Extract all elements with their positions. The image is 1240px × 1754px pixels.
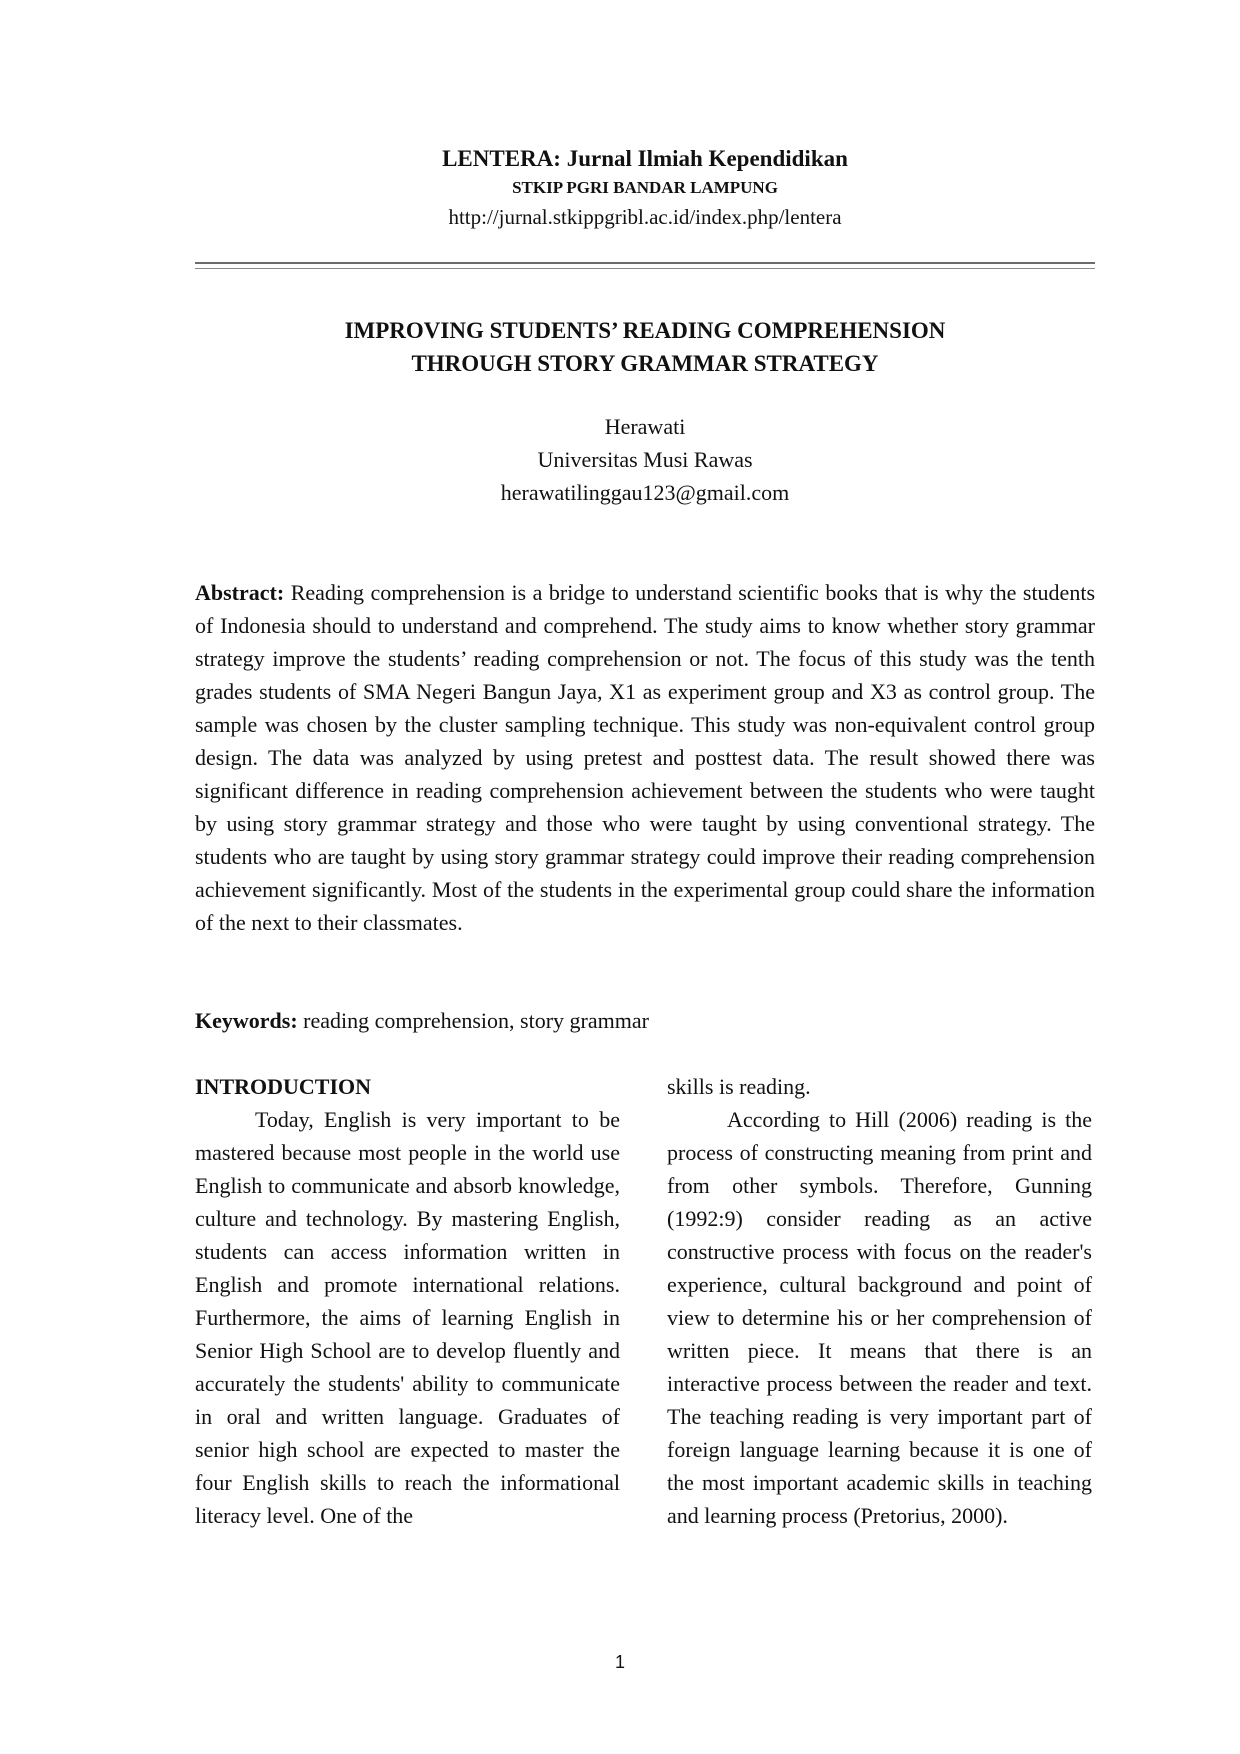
page-number: 1 bbox=[614, 1652, 625, 1672]
section-heading-introduction: INTRODUCTION bbox=[195, 1074, 372, 1099]
left-column bbox=[195, 1070, 620, 1532]
paper-title-line-2: THROUGH STORY GRAMMAR STRATEGY bbox=[411, 351, 879, 376]
keywords-label: Keywords: bbox=[195, 1008, 298, 1033]
keywords-text: reading comprehension, story grammar bbox=[303, 1008, 649, 1033]
paper-title bbox=[195, 314, 1095, 380]
abstract-text: Reading comprehension is a bridge to understand scientific books that is why the students of Indonesia should to understand and comprehend. The study aims to know whether story grammar strategy improve the students’ reading comprehension or not. The focus of this study was the tenth grades students of SMA Negeri Bangun Jaya, X1 as experiment group and X3 as control group. The sample was chosen by the cluster sampling technique. This study was non-equivalent control group design. The data was analyzed by using pretest and posttest data. The result showed there was significant difference in reading comprehension achievement between the students who were taught by using story grammar strategy and those who were taught by using conventional strategy. The students who are taught by using story grammar strategy could improve their reading comprehension achievement significantly. Most of the students in the experimental group could share the information of the next to their classmates. bbox=[195, 580, 1095, 935]
right-column bbox=[667, 1070, 1092, 1532]
header-divider-thin bbox=[195, 268, 1095, 269]
header-divider-thick bbox=[195, 262, 1095, 264]
introduction-paragraph-1-continued: skills is reading. bbox=[667, 1074, 811, 1099]
introduction-paragraph-2: According to Hill (2006) reading is the process of constructing meaning from print and from other symbols. Therefore, Gunning (1992:9) consider reading as an active constructive process with focus on the reader's experience, cultural background and point of view to determine his or her comprehension of written piece. It means that there is an interactive process between the reader and text. The teaching reading is very important part of foreign language learning because it is one of the most important academic skills in teaching and learning process (Pretorius, 2000). bbox=[667, 1107, 1092, 1528]
journal-name: LENTERA: Jurnal Ilmiah Kependidikan bbox=[442, 146, 848, 171]
author-affiliation: Universitas Musi Rawas bbox=[537, 447, 753, 472]
abstract-label: Abstract: bbox=[195, 580, 285, 605]
journal-institution: STKIP PGRI BANDAR LAMPUNG bbox=[512, 178, 778, 197]
journal-header bbox=[195, 144, 1095, 232]
author-block bbox=[195, 410, 1095, 509]
author-name: Herawati bbox=[604, 414, 686, 439]
introduction-paragraph-1: Today, English is very important to be mastered because most people in the world use English to communicate and absorb knowledge, culture and technology. By mastering English, students can access information written in English and promote international relations. Furthermore, the aims of learning English in Senior High School are to develop fluently and accurately the students' ability to communicate in oral and written language. Graduates of senior high school are expected to master the four English skills to reach the informational literacy level. One of the bbox=[195, 1107, 620, 1528]
keywords bbox=[195, 1004, 1095, 1037]
abstract bbox=[195, 576, 1095, 939]
author-email: herawatilinggau123@gmail.com bbox=[500, 480, 790, 505]
journal-url: http://jurnal.stkippgribl.ac.id/index.php/lentera bbox=[448, 205, 842, 229]
paper-title-line-1: IMPROVING STUDENTS’ READING COMPREHENSION bbox=[344, 318, 946, 343]
